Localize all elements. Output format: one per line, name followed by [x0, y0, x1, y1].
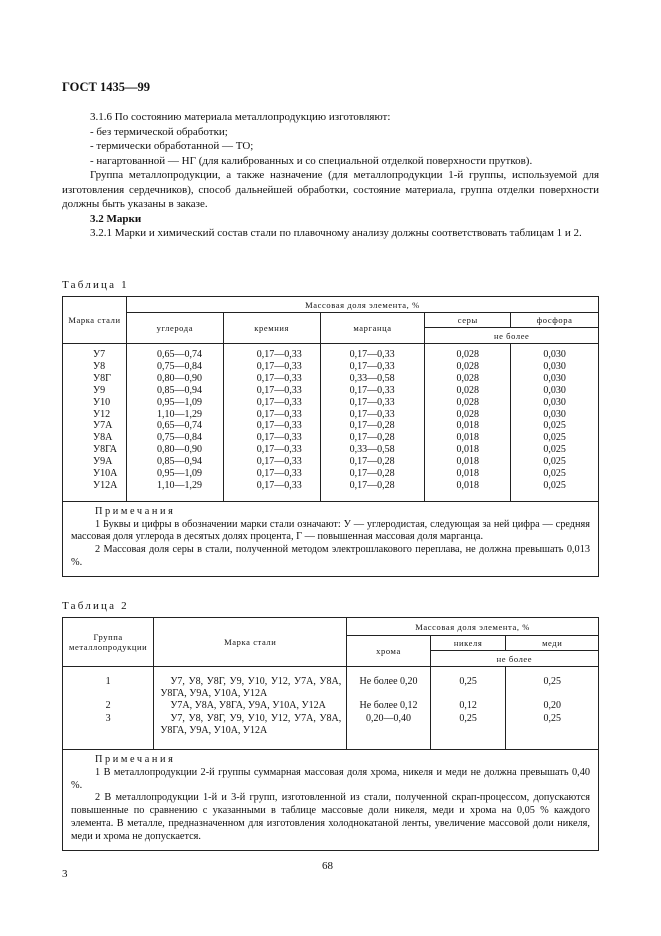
section-3-2-title: 3.2 Марки [90, 212, 142, 225]
table-1-header-carbon: углерода [126, 313, 223, 344]
table-2-grades-group-1: У7, У8, У8Г, У9, У10, У12, У7А, У8А, У8ГА, У9А, У10А, У12А [160, 676, 342, 700]
table-1-notes-title: Примечания [95, 505, 176, 517]
table-2-grades-group-2: У7А, У8А, У8ГА, У9А, У10А, У12А [170, 700, 326, 712]
table-2-header-mass-fraction: Массовая доля элемента, % [347, 618, 599, 636]
table-2-header-max: не более [430, 651, 598, 667]
table-1-note-1: 1 Буквы и цифры в обозначении марки стали означают: У — углеродистая, следующая за ней цифра — средняя массовая доля углерода в десятых долях процента, Г — повышенная массовая доля марганца. [71, 518, 590, 543]
state-item-untreated: - без термической обработки; [90, 125, 228, 138]
table-1-header-silicon: кремния [223, 313, 320, 344]
table-2-caption: Таблица 2 [62, 600, 129, 612]
table-1-notes [63, 501, 599, 576]
table-2-copper-cells: 0,25 0,20 0,25 [506, 667, 599, 750]
table-1 [62, 296, 599, 577]
order-requirements-paragraph: Группа металлопродукции, а также назначение (для металлопродукции 1-й группы, используемой для изготовления сердечников), способ дальнейшей обработки, состояние материала, группа отделки поверхности должны быть указаны в заказе. [62, 169, 599, 210]
section-3-2-1-paragraph: 3.2.1 Марки и химический состав стали по плавочному анализу должны соответствовать таблицам 1 и 2. [90, 227, 582, 239]
table-2-header-nickel: никеля [430, 636, 506, 651]
table-1-header-max: не более [425, 328, 599, 344]
table-1-phosphorus-cells: 0,030 0,030 0,030 0,030 0,030 0,030 0,025 0,025 0,025 0,025 0,025 0,025 [511, 344, 599, 502]
table-2-header-copper: меди [506, 636, 599, 651]
table-2-note-2: 2 В металлопродукции 1-й и 3-й групп, изготовленной из стали, полученной скрап-процессом, допускаются повышенные по сравнению с указанными в таблице массовые доли никеля, меди и хрома на 0,05 % каждого элемента. В металле, предназначенном для изготовления холоднокатаной ленты, увеличение массовой доли никеля, меди и хрома не допускается. [71, 792, 590, 842]
table-1-note-2: 2 Массовая доля серы в стали, полученной методом электрошлакового переплава, не должна превышать 0,013 %. [71, 544, 590, 569]
state-item-cold-worked: - нагартованной — НГ (для калиброванных и со специальной отделкой поверхности прутков). [90, 154, 533, 167]
table-2-grades-group-3: У7, У8, У8Г, У9, У10, У12, У7А, У8А, У8ГА, У9А, У10А, У12А [160, 712, 342, 736]
page-number-center: 68 [322, 860, 333, 872]
table-2-group-cells: 1 2 3 [63, 667, 154, 750]
table-1-grade-cells: У7 У8 У8Г У9 У10 У12 У7А У8А У8ГА У9А У10А У12А [63, 344, 127, 502]
document-header: ГОСТ 1435—99 [62, 80, 151, 94]
page-number-left: 3 [62, 868, 68, 880]
table-1-carbon-cells: 0,65—0,74 0,75—0,84 0,80—0,90 0,85—0,94 0,95—1,09 1,10—1,29 0,65—0,74 0,75—0,84 0,80—0,90 0,85—0,94 0,95—1,09 1,10—1,29 [126, 344, 223, 502]
table-1-silicon-cells: 0,17—0,33 0,17—0,33 0,17—0,33 0,17—0,33 0,17—0,33 0,17—0,33 0,17—0,33 0,17—0,33 0,17—0,33 0,17—0,33 0,17—0,33 0,17—0,33 [223, 344, 320, 502]
table-2-chromium-cells: Не более 0,20 Не более 0,12 0,20—0,40 [347, 667, 431, 750]
section-3-1-6-intro: 3.1.6 По состоянию материала металлопродукцию изготовляют: [90, 111, 391, 123]
table-1-header-sulfur: серы [425, 313, 511, 328]
table-1-header-grade: Марка стали [63, 297, 127, 344]
state-item-heat-treated: - термически обработанной — ТО; [90, 140, 254, 152]
table-2-header-grade: Марка стали [154, 618, 347, 667]
table-1-header-phosphorus: фосфора [511, 313, 599, 328]
table-2-header-group: Группа металлопродукции [63, 618, 154, 667]
section-3-1-6 [62, 110, 599, 241]
table-1-header-mass-fraction: Массовая доля элемента, % [126, 297, 598, 313]
table-1-header-manganese: марганца [320, 313, 425, 344]
table-2-nickel-cells: 0,25 0,12 0,25 [430, 667, 506, 750]
table-2-note-1: 1 В металлопродукции 2-й группы суммарная массовая доля хрома, никеля и меди не должна превышать 0,40 %. [71, 766, 590, 791]
table-2 [62, 617, 599, 851]
table-row [63, 667, 599, 750]
table-2-header-chromium: хрома [347, 636, 431, 667]
table-row [63, 344, 599, 502]
table-2-notes-title: Примечания [95, 754, 176, 766]
table-1-sulfur-cells: 0,028 0,028 0,028 0,028 0,028 0,028 0,018 0,018 0,018 0,018 0,018 0,018 [425, 344, 511, 502]
table-2-notes [63, 750, 599, 851]
table-1-manganese-cells: 0,17—0,33 0,17—0,33 0,33—0,58 0,17—0,33 0,17—0,33 0,17—0,33 0,17—0,28 0,17—0,28 0,33—0,58 0,17—0,28 0,17—0,28 0,17—0,28 [320, 344, 425, 502]
table-2-grade-cells [154, 667, 347, 750]
table-1-caption: Таблица 1 [62, 279, 129, 291]
